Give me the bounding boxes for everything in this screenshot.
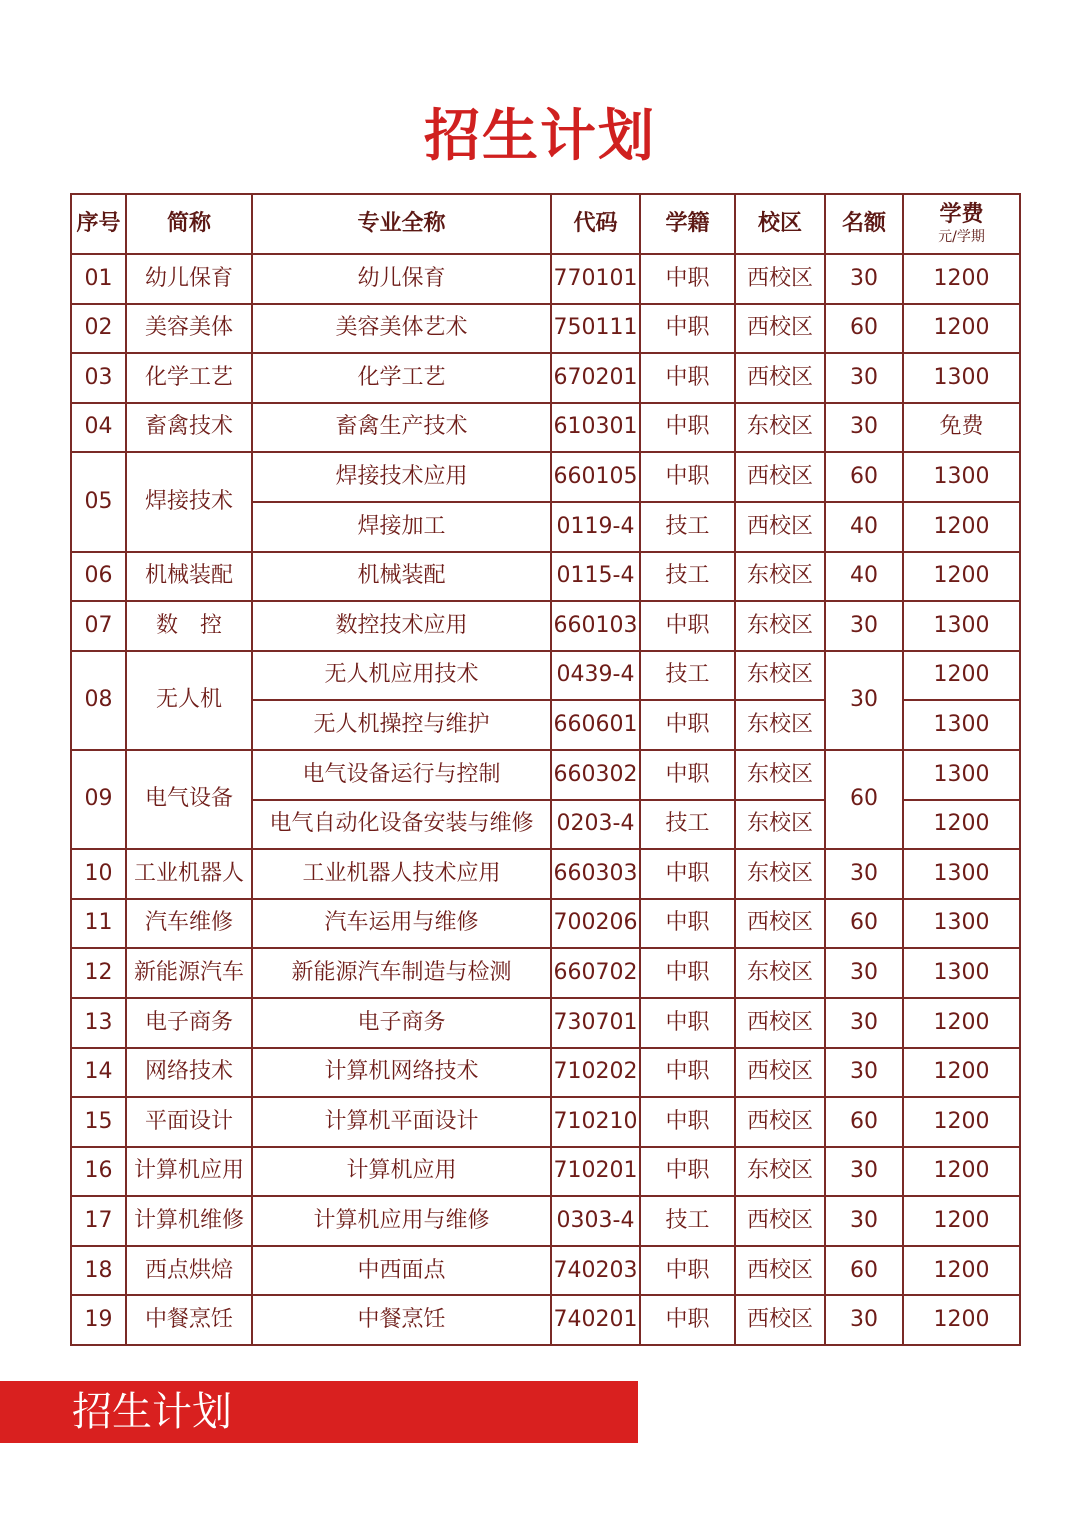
cell-fee: 1300	[903, 601, 1020, 651]
cell-code: 660302	[551, 750, 640, 800]
cell-quota: 40	[825, 552, 903, 602]
cell-seq: 14	[71, 1048, 126, 1098]
cell-fee: 1300	[903, 899, 1020, 949]
cell-campus: 西校区	[735, 452, 825, 502]
cell-fee: 1200	[903, 651, 1020, 701]
cell-campus: 东校区	[735, 849, 825, 899]
cell-campus: 东校区	[735, 700, 825, 750]
cell-seq: 12	[71, 948, 126, 998]
cell-full-name: 汽车运用与维修	[252, 899, 551, 949]
table-row	[71, 948, 1020, 998]
cell-code: 0303-4	[551, 1196, 640, 1246]
cell-code: 660103	[551, 601, 640, 651]
cell-full-name: 中西面点	[252, 1246, 551, 1296]
cell-quota: 60	[825, 750, 903, 849]
cell-campus: 东校区	[735, 601, 825, 651]
cell-short-name: 网络技术	[126, 1048, 252, 1098]
cell-enrollment-type: 中职	[640, 998, 735, 1048]
cell-fee: 1200	[903, 1295, 1020, 1345]
cell-short-name: 汽车维修	[126, 899, 252, 949]
table-header-row	[71, 194, 1020, 254]
cell-enrollment-type: 技工	[640, 1196, 735, 1246]
cell-campus: 东校区	[735, 750, 825, 800]
header-seq: 序号	[71, 194, 126, 254]
cell-enrollment-type: 中职	[640, 700, 735, 750]
cell-enrollment-type: 中职	[640, 849, 735, 899]
cell-full-name: 机械装配	[252, 552, 551, 602]
header-code: 代码	[551, 194, 640, 254]
cell-quota: 30	[825, 353, 903, 403]
cell-quota: 30	[825, 948, 903, 998]
cell-seq: 11	[71, 899, 126, 949]
cell-fee: 1300	[903, 700, 1020, 750]
table-row	[71, 1246, 1020, 1296]
cell-quota: 60	[825, 452, 903, 502]
header-fee	[903, 194, 1020, 254]
cell-quota: 60	[825, 1246, 903, 1296]
cell-fee: 1200	[903, 304, 1020, 354]
cell-quota: 30	[825, 1196, 903, 1246]
cell-enrollment-type: 中职	[640, 1147, 735, 1197]
table-row	[71, 1196, 1020, 1246]
cell-full-name: 美容美体艺术	[252, 304, 551, 354]
cell-full-name: 计算机应用与维修	[252, 1196, 551, 1246]
cell-campus: 东校区	[735, 948, 825, 998]
cell-short-name: 计算机维修	[126, 1196, 252, 1246]
cell-enrollment-type: 中职	[640, 1295, 735, 1345]
cell-enrollment-type: 技工	[640, 800, 735, 850]
cell-fee: 1200	[903, 1246, 1020, 1296]
cell-full-name: 新能源汽车制造与检测	[252, 948, 551, 998]
page-title: 招生计划	[424, 104, 656, 169]
cell-short-name: 工业机器人	[126, 849, 252, 899]
cell-quota: 30	[825, 651, 903, 750]
cell-enrollment-type: 技工	[640, 552, 735, 602]
cell-enrollment-type: 中职	[640, 948, 735, 998]
cell-seq: 13	[71, 998, 126, 1048]
cell-code: 660601	[551, 700, 640, 750]
cell-seq: 19	[71, 1295, 126, 1345]
cell-short-name: 计算机应用	[126, 1147, 252, 1197]
cell-quota: 60	[825, 899, 903, 949]
cell-short-name: 焊接技术	[126, 452, 252, 551]
cell-fee: 1200	[903, 998, 1020, 1048]
table-row	[71, 1147, 1020, 1197]
footer-label: 招生计划	[72, 1389, 232, 1435]
header-fee-unit: 元/学期	[938, 228, 985, 245]
cell-short-name: 幼儿保育	[126, 254, 252, 304]
cell-code: 750111	[551, 304, 640, 354]
cell-fee: 1200	[903, 1097, 1020, 1147]
table-row	[71, 899, 1020, 949]
cell-code: 740203	[551, 1246, 640, 1296]
cell-code: 770101	[551, 254, 640, 304]
cell-seq: 04	[71, 403, 126, 453]
cell-campus: 东校区	[735, 651, 825, 701]
cell-quota: 60	[825, 1097, 903, 1147]
cell-campus: 西校区	[735, 998, 825, 1048]
cell-fee: 1200	[903, 1147, 1020, 1197]
cell-seq: 15	[71, 1097, 126, 1147]
cell-full-name: 计算机平面设计	[252, 1097, 551, 1147]
cell-short-name: 新能源汽车	[126, 948, 252, 998]
cell-quota: 30	[825, 403, 903, 453]
table-row	[71, 304, 1020, 354]
cell-short-name: 西点烘焙	[126, 1246, 252, 1296]
cell-campus: 西校区	[735, 502, 825, 552]
cell-fee: 1300	[903, 948, 1020, 998]
cell-quota: 30	[825, 998, 903, 1048]
table-row	[71, 452, 1020, 502]
header-quota: 名额	[825, 194, 903, 254]
cell-enrollment-type: 中职	[640, 601, 735, 651]
cell-seq: 07	[71, 601, 126, 651]
footer-banner	[0, 1381, 638, 1443]
cell-quota: 30	[825, 601, 903, 651]
cell-seq: 17	[71, 1196, 126, 1246]
cell-campus: 西校区	[735, 1048, 825, 1098]
header-short-name: 简称	[126, 194, 252, 254]
cell-enrollment-type: 中职	[640, 452, 735, 502]
cell-campus: 西校区	[735, 353, 825, 403]
cell-campus: 东校区	[735, 552, 825, 602]
cell-enrollment-type: 中职	[640, 254, 735, 304]
cell-full-name: 中餐烹饪	[252, 1295, 551, 1345]
cell-short-name: 无人机	[126, 651, 252, 750]
table-row	[71, 998, 1020, 1048]
cell-code: 660105	[551, 452, 640, 502]
cell-full-name: 无人机应用技术	[252, 651, 551, 701]
cell-fee: 1300	[903, 849, 1020, 899]
cell-full-name: 计算机应用	[252, 1147, 551, 1197]
cell-seq: 16	[71, 1147, 126, 1197]
cell-fee: 1300	[903, 452, 1020, 502]
cell-enrollment-type: 中职	[640, 1048, 735, 1098]
cell-full-name: 工业机器人技术应用	[252, 849, 551, 899]
cell-enrollment-type: 中职	[640, 403, 735, 453]
cell-short-name: 数 控	[126, 601, 252, 651]
cell-short-name: 机械装配	[126, 552, 252, 602]
cell-campus: 西校区	[735, 1196, 825, 1246]
cell-fee: 1300	[903, 750, 1020, 800]
cell-seq: 18	[71, 1246, 126, 1296]
table-row	[71, 254, 1020, 304]
table-row	[71, 552, 1020, 602]
cell-short-name: 畜禽技术	[126, 403, 252, 453]
cell-fee: 1200	[903, 800, 1020, 850]
cell-fee: 1200	[903, 1196, 1020, 1246]
table-row	[71, 849, 1020, 899]
cell-enrollment-type: 中职	[640, 899, 735, 949]
cell-short-name: 平面设计	[126, 1097, 252, 1147]
cell-campus: 东校区	[735, 403, 825, 453]
cell-seq: 10	[71, 849, 126, 899]
cell-seq: 06	[71, 552, 126, 602]
cell-full-name: 数控技术应用	[252, 601, 551, 651]
cell-seq: 02	[71, 304, 126, 354]
cell-enrollment-type: 技工	[640, 651, 735, 701]
table-row	[71, 1295, 1020, 1345]
cell-code: 710210	[551, 1097, 640, 1147]
cell-code: 0119-4	[551, 502, 640, 552]
cell-enrollment-type: 技工	[640, 502, 735, 552]
cell-full-name: 畜禽生产技术	[252, 403, 551, 453]
table-row	[71, 403, 1020, 453]
cell-enrollment-type: 中职	[640, 750, 735, 800]
table-row	[71, 750, 1020, 800]
cell-quota: 60	[825, 304, 903, 354]
cell-code: 670201	[551, 353, 640, 403]
header-campus: 校区	[735, 194, 825, 254]
cell-full-name: 焊接技术应用	[252, 452, 551, 502]
cell-code: 610301	[551, 403, 640, 453]
cell-short-name: 化学工艺	[126, 353, 252, 403]
cell-code: 740201	[551, 1295, 640, 1345]
cell-enrollment-type: 中职	[640, 353, 735, 403]
cell-campus: 东校区	[735, 800, 825, 850]
enrollment-plan-table	[70, 193, 1021, 1346]
table-row	[71, 1097, 1020, 1147]
cell-full-name: 无人机操控与维护	[252, 700, 551, 750]
cell-full-name: 电气自动化设备安装与维修	[252, 800, 551, 850]
header-fee-label: 学费	[939, 201, 984, 227]
cell-fee: 1200	[903, 502, 1020, 552]
cell-enrollment-type: 中职	[640, 304, 735, 354]
cell-quota: 30	[825, 1295, 903, 1345]
cell-code: 730701	[551, 998, 640, 1048]
table-row	[71, 353, 1020, 403]
cell-full-name: 幼儿保育	[252, 254, 551, 304]
cell-code: 0115-4	[551, 552, 640, 602]
cell-campus: 西校区	[735, 1295, 825, 1345]
cell-quota: 30	[825, 1147, 903, 1197]
cell-campus: 东校区	[735, 1147, 825, 1197]
cell-fee: 免费	[903, 403, 1020, 453]
header-full-name: 专业全称	[252, 194, 551, 254]
cell-campus: 西校区	[735, 899, 825, 949]
cell-campus: 西校区	[735, 304, 825, 354]
cell-code: 0203-4	[551, 800, 640, 850]
cell-code: 710202	[551, 1048, 640, 1098]
cell-short-name: 电子商务	[126, 998, 252, 1048]
cell-enrollment-type: 中职	[640, 1246, 735, 1296]
cell-seq: 03	[71, 353, 126, 403]
cell-fee: 1200	[903, 552, 1020, 602]
cell-fee: 1200	[903, 254, 1020, 304]
cell-full-name: 计算机网络技术	[252, 1048, 551, 1098]
cell-seq: 05	[71, 452, 126, 551]
header-enrollment-type: 学籍	[640, 194, 735, 254]
cell-quota: 30	[825, 1048, 903, 1098]
cell-fee: 1300	[903, 353, 1020, 403]
cell-full-name: 焊接加工	[252, 502, 551, 552]
cell-enrollment-type: 中职	[640, 1097, 735, 1147]
cell-campus: 西校区	[735, 254, 825, 304]
cell-seq: 08	[71, 651, 126, 750]
cell-short-name: 美容美体	[126, 304, 252, 354]
cell-code: 700206	[551, 899, 640, 949]
table-row	[71, 651, 1020, 701]
cell-short-name: 中餐烹饪	[126, 1295, 252, 1345]
cell-full-name: 电子商务	[252, 998, 551, 1048]
cell-quota: 30	[825, 849, 903, 899]
cell-quota: 40	[825, 502, 903, 552]
cell-campus: 西校区	[735, 1246, 825, 1296]
cell-seq: 09	[71, 750, 126, 849]
cell-code: 660702	[551, 948, 640, 998]
table-row	[71, 601, 1020, 651]
cell-full-name: 电气设备运行与控制	[252, 750, 551, 800]
cell-quota: 30	[825, 254, 903, 304]
cell-code: 0439-4	[551, 651, 640, 701]
cell-code: 660303	[551, 849, 640, 899]
table-row	[71, 1048, 1020, 1098]
cell-fee: 1200	[903, 1048, 1020, 1098]
cell-campus: 西校区	[735, 1097, 825, 1147]
cell-seq: 01	[71, 254, 126, 304]
cell-short-name: 电气设备	[126, 750, 252, 849]
cell-code: 710201	[551, 1147, 640, 1197]
cell-full-name: 化学工艺	[252, 353, 551, 403]
